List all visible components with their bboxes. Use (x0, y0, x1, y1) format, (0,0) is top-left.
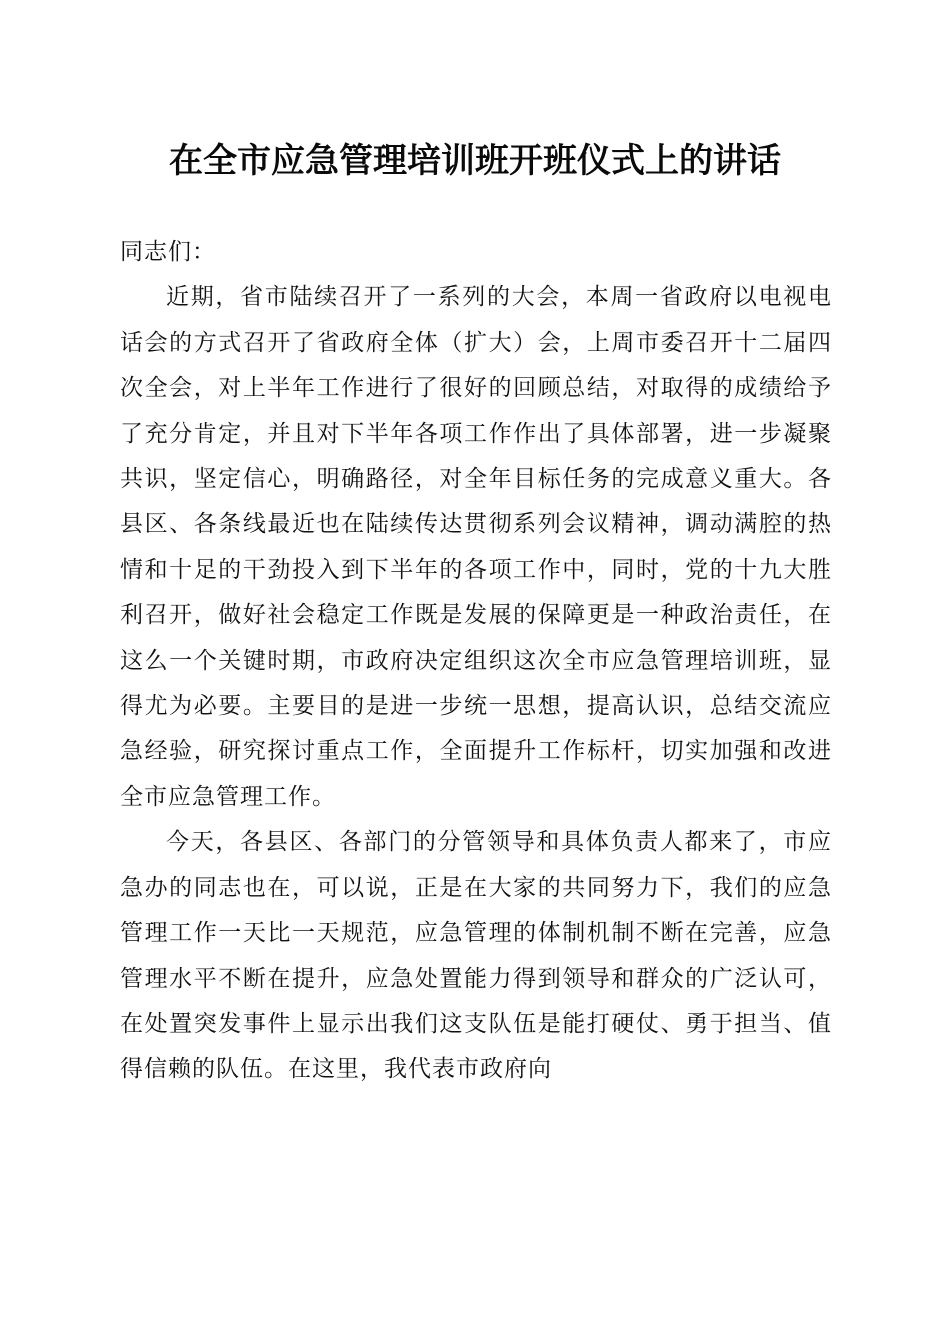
paragraph-2: 今天，各县区、各部门的分管领导和具体负责人都来了，市应急办的同志也在，可以说，正是在大家的共同努力下，我们的应急管理工作一天比一天规范，应急管理的体制机制不断在完善，应急管理水平不断在提升，应急处置能力得到领导和群众的广泛认可，在处置突发事件上显示出我们这支队伍是能打硬仗、勇于担当、值得信赖的队伍。在这里，我代表市政府向 (120, 829, 832, 1083)
salutation: 同志们： (120, 239, 216, 265)
document-title: 在全市应急管理培训班开班仪式上的讲话 (169, 141, 781, 181)
paragraph-1: 近期，省市陆续召开了一系列的大会，本周一省政府以电视电话会的方式召开了省政府全体（扩大）会，上周市委召开十二届四次全会，对上半年工作进行了很好的回顾总结，对取得的成绩给予了充分肯定，并且对下半年各项工作作出了具体部署，进一步凝聚共识，坚定信心，明确路径，对全年目标任务的完成意义重大。各县区、各条线最近也在陆续传达贯彻系列会议精神，调动满腔的热情和十足的干劲投入到下半年的各项工作中，同时，党的十九大胜利召开，做好社会稳定工作既是发展的保障更是一种政治责任，在这么一个关键时期，市政府决定组织这次全市应急管理培训班，显得尤为必要。主要目的是进一步统一思想，提高认识，总结交流应急经验，研究探讨重点工作，全面提升工作标杆，切实加强和改进全市应急管理工作。 (120, 284, 832, 810)
document-body (120, 230, 832, 1093)
